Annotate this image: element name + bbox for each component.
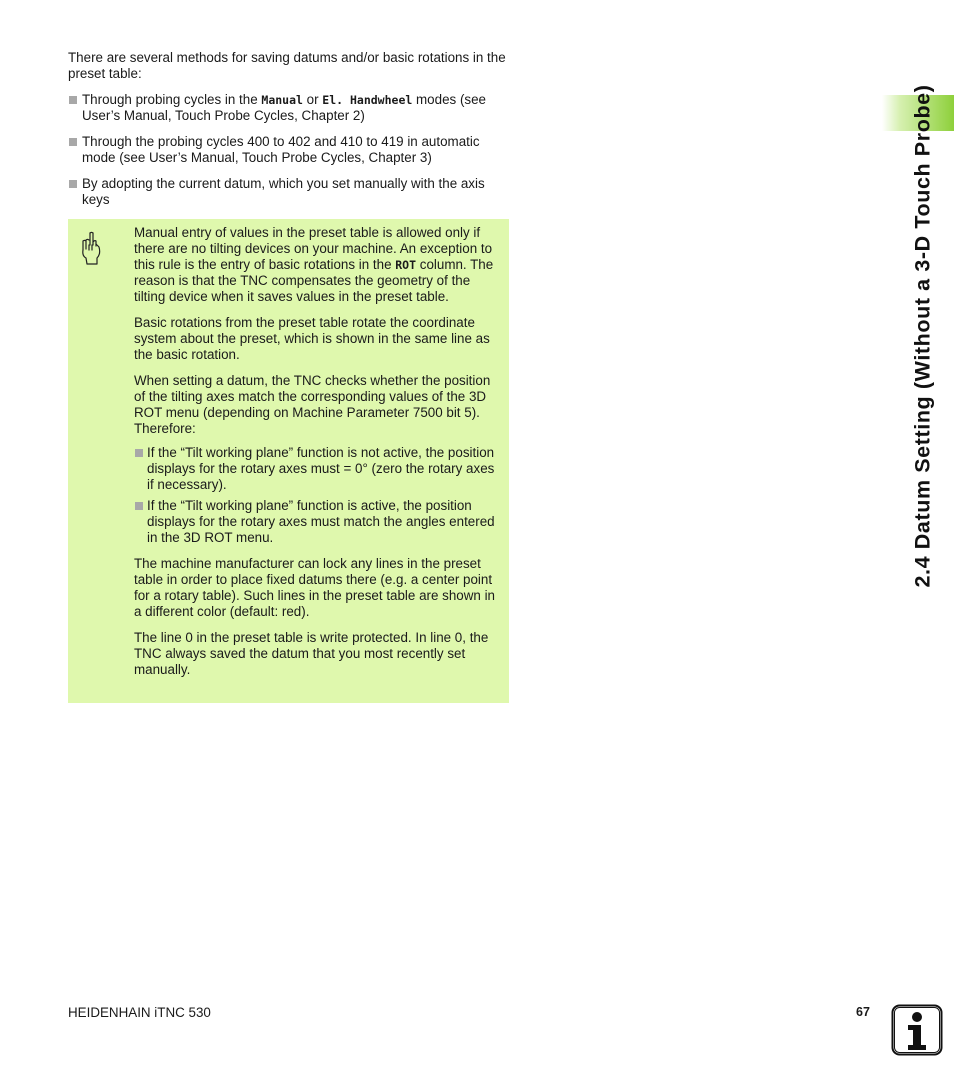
bullet-text-pre: Through probing cycles in the	[82, 92, 262, 107]
method-list	[68, 92, 513, 218]
list-item	[134, 445, 499, 493]
note-text	[134, 225, 499, 688]
note-paragraph	[134, 225, 499, 305]
list-item	[68, 134, 513, 166]
note-paragraph: When setting a datum, the TNC checks whether the position of the tilting axes match the corresponding values of the 3D ROT menu (depending on Machine Parameter 7500 bit 5). Therefore:	[134, 373, 491, 436]
sub-bullet-text: If the “Tilt working plane” function is not active, the position displays for the rotary axes must = 0° (zero the rotary axes if necessary).	[147, 445, 495, 492]
note-paragraph: Basic rotations from the preset table rotate the coordinate system about the preset, which is shown in the same line as the basic rotation.	[134, 315, 490, 362]
intro-paragraph: There are several methods for saving datums and/or basic rotations in the preset table:	[68, 50, 506, 81]
code-manual: Manual	[261, 93, 303, 107]
list-item	[68, 92, 513, 124]
code-handwheel: El. Handwheel	[322, 93, 413, 107]
list-item	[68, 176, 513, 208]
note-sublist	[134, 445, 499, 546]
section-title	[908, 48, 938, 624]
page-number: 67	[856, 1005, 870, 1019]
footer-brand: HEIDENHAIN iTNC 530	[68, 1005, 211, 1020]
note-text-post: column. The reason is that the TNC compensates the geometry of the tilting device when it saves values in the preset table.	[134, 257, 494, 304]
bullet-square-icon	[69, 138, 77, 146]
bullet-square-icon	[135, 502, 143, 510]
section-title-text: 2.4 Datum Setting (Without a 3-D Touch Probe)	[910, 84, 935, 588]
bullet-text: Through the probing cycles 400 to 402 and 410 to 419 in automatic mode (see User’s Manual, Touch Probe Cycles, Chapter 3)	[82, 134, 480, 165]
bullet-square-icon	[135, 449, 143, 457]
info-icon	[891, 1004, 943, 1056]
list-item	[134, 498, 499, 546]
bullet-text-post: modes (see User’s Manual, Touch Probe Cycles, Chapter 2)	[82, 92, 486, 123]
code-rot: ROT	[395, 258, 417, 272]
bullet-square-icon	[69, 96, 77, 104]
note-paragraph: The machine manufacturer can lock any lines in the preset table in order to place fixed datums there (e.g. a center point for a rotary table). Such lines in the preset table are shown in a different color (default: red).	[134, 556, 495, 619]
bullet-text: By adopting the current datum, which you set manually with the axis keys	[82, 176, 485, 207]
sub-bullet-text: If the “Tilt working plane” function is active, the position displays for the rotary axes must match the angles entered in the 3D ROT menu.	[147, 498, 495, 545]
note-text-pre: Manual entry of values in the preset table is allowed only if there are no tilting devices on your machine. An exception to this rule is the entry of basic rotations in the	[134, 225, 493, 272]
note-box	[68, 219, 509, 703]
note-paragraph: The line 0 in the preset table is write protected. In line 0, the TNC always saved the datum that you most recently set manually.	[134, 630, 489, 677]
pointing-hand-icon	[78, 231, 104, 265]
bullet-text-mid: or	[302, 92, 323, 107]
bullet-square-icon	[69, 180, 77, 188]
